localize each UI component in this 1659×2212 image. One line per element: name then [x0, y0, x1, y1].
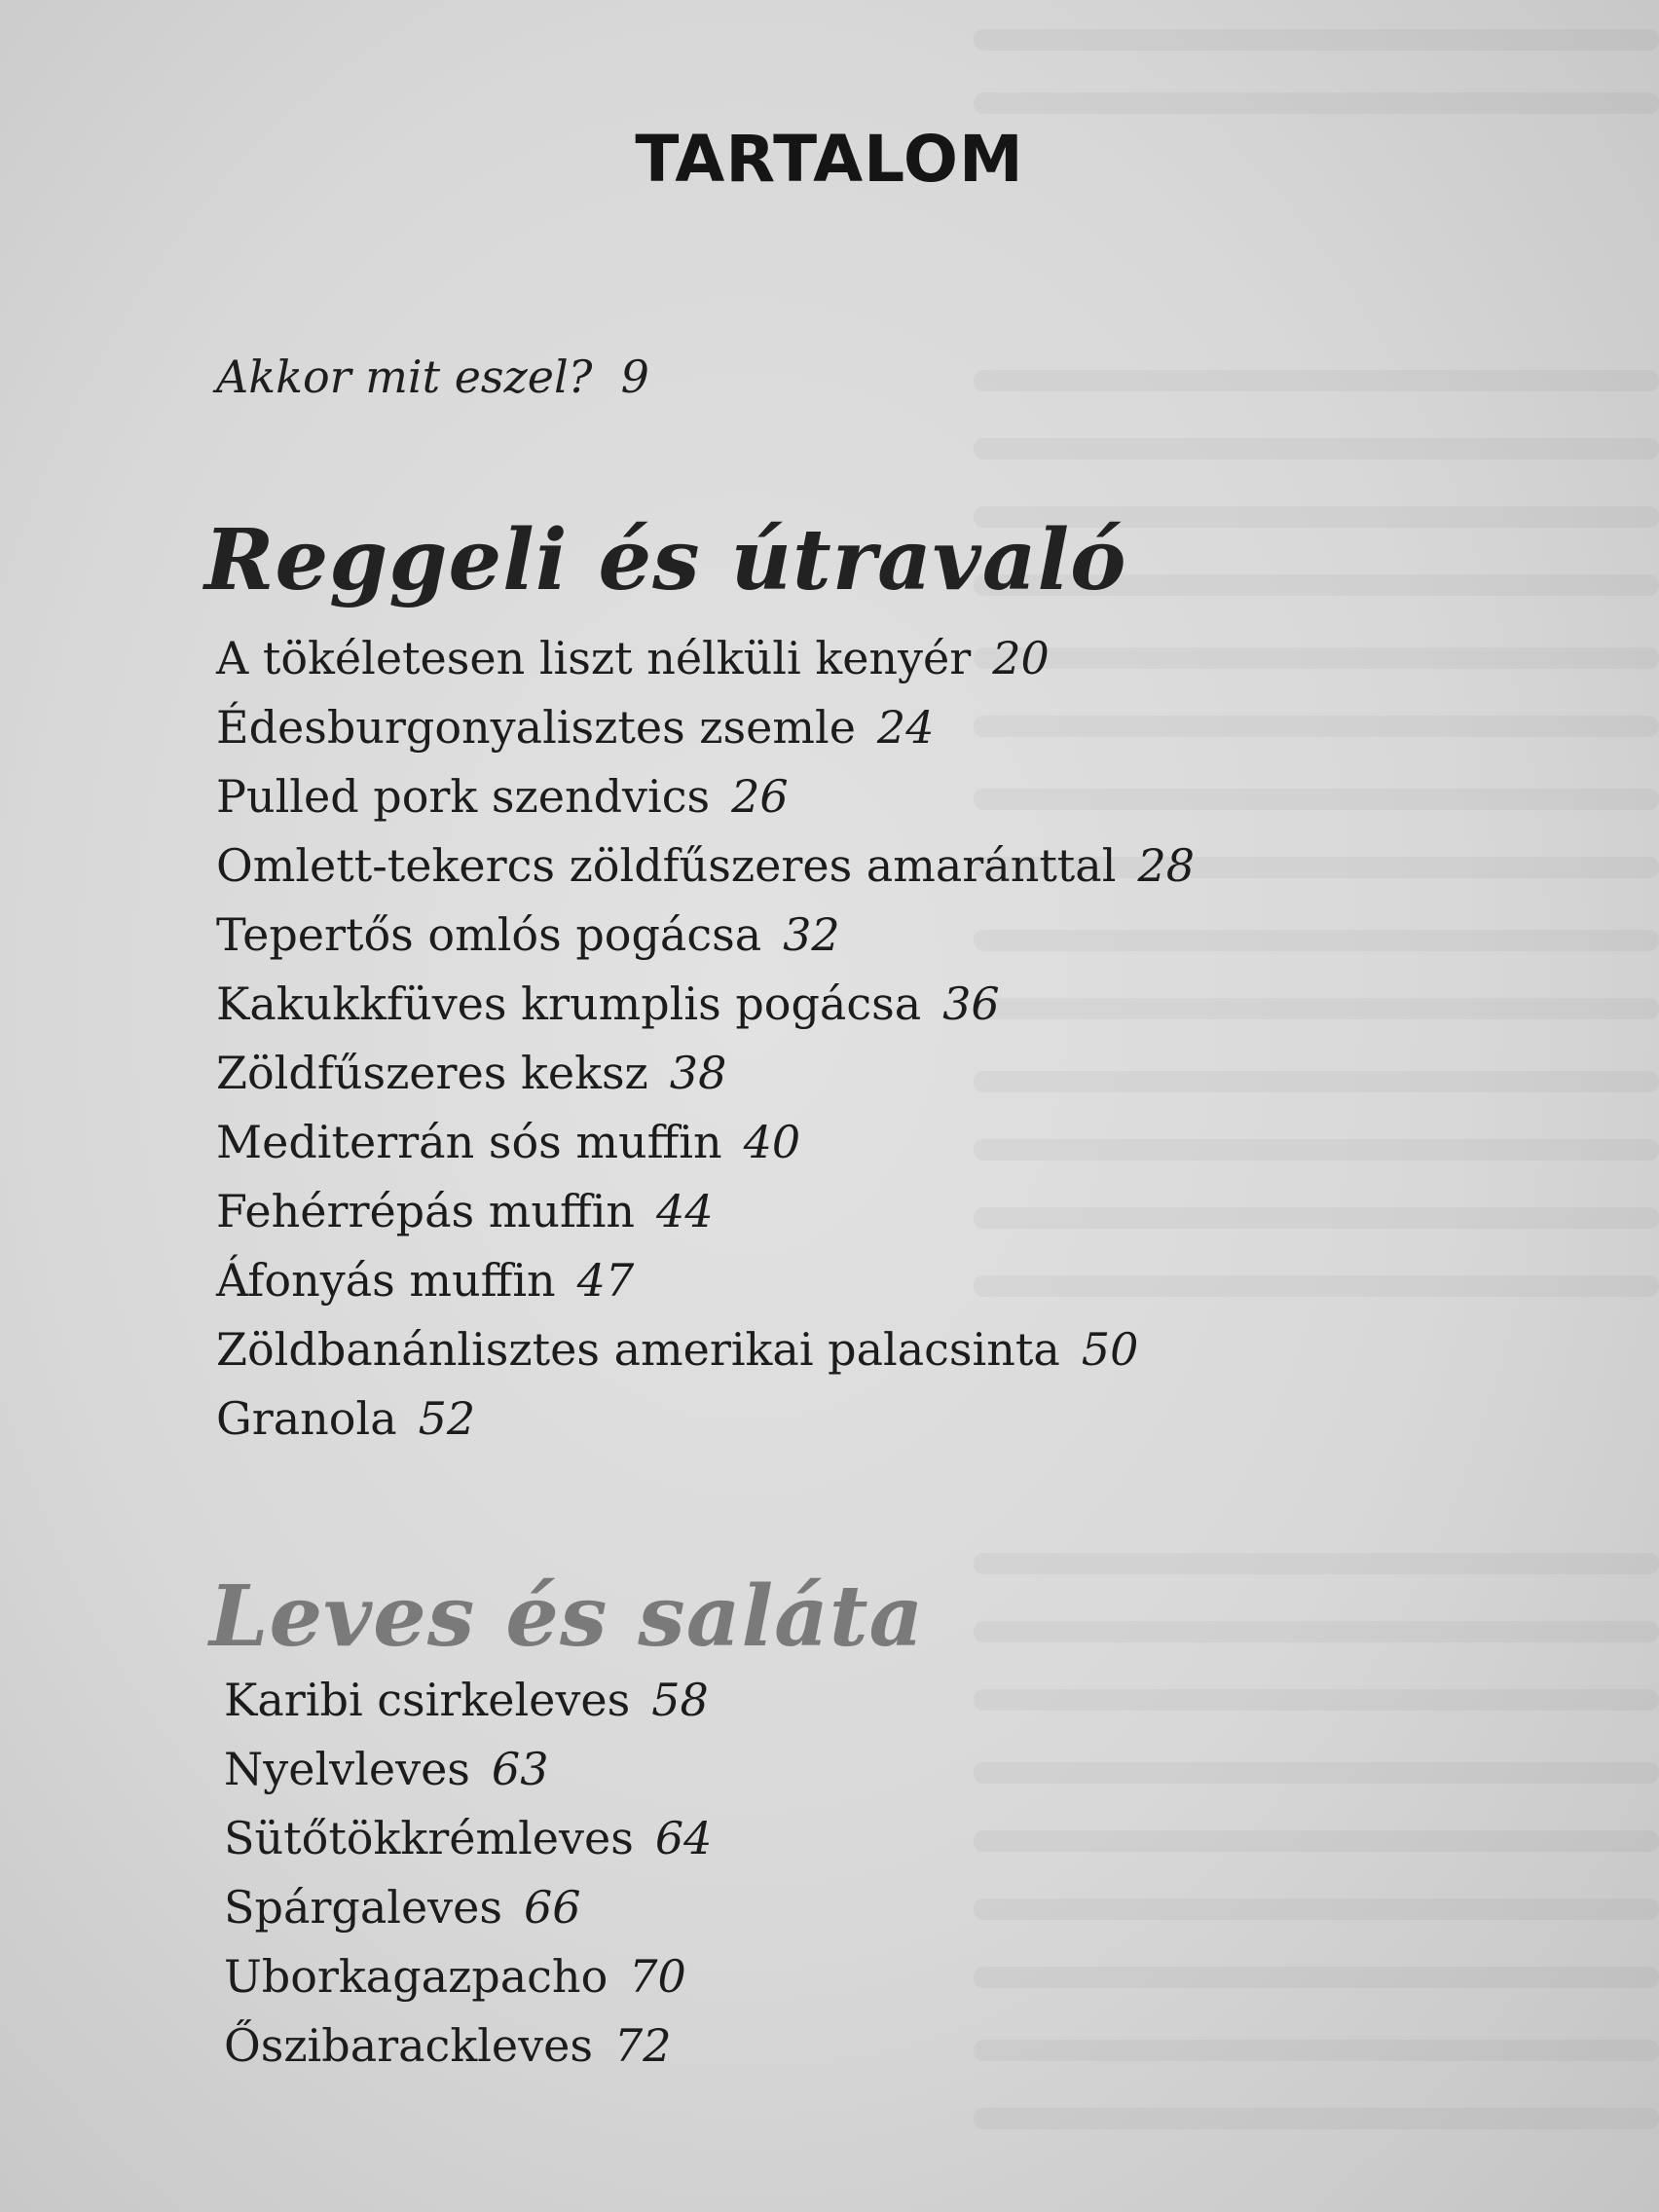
toc-entry — [216, 1253, 1195, 1322]
entry-title: Omlett-tekercs zöldfűszeres amaránttal — [216, 839, 1117, 892]
entry-page-number: 24 — [876, 701, 935, 754]
entry-page-number: 40 — [743, 1116, 801, 1168]
entry-title: Karibi csirkeleves — [224, 1674, 631, 1726]
toc-entry — [224, 1742, 712, 1811]
entry-page-number: 50 — [1081, 1323, 1139, 1376]
toc-entry — [216, 769, 1195, 838]
entry-page-number: 26 — [731, 770, 789, 823]
toc-entry — [224, 1811, 712, 1880]
entry-page-number: 58 — [651, 1674, 709, 1726]
entry-page-number: 38 — [669, 1047, 727, 1099]
entry-page-number: 72 — [613, 2019, 672, 2072]
entry-title: Uborkagazpacho — [224, 1950, 608, 2003]
entry-title: Granola — [216, 1392, 397, 1445]
entry-page-number: 20 — [992, 632, 1050, 684]
entry-title: Áfonyás muffin — [216, 1254, 556, 1307]
entry-title: Pulled pork szendvics — [216, 770, 711, 823]
entry-title: Zöldbanánlisztes amerikai palacsinta — [216, 1323, 1060, 1376]
toc-entry — [224, 1880, 712, 1949]
entry-title: Édesburgonyalisztes zsemle — [216, 701, 856, 754]
toc-entry — [216, 838, 1195, 907]
toc-entry — [216, 700, 1195, 769]
entry-page-number: 64 — [654, 1812, 713, 1864]
page-title: TARTALOM — [635, 122, 1024, 197]
toc-entry — [216, 1115, 1195, 1184]
toc-entry — [216, 907, 1195, 977]
entry-page-number: 63 — [491, 1743, 549, 1795]
entry-page-number: 44 — [656, 1185, 714, 1237]
entry-title: Zöldfűszeres keksz — [216, 1047, 648, 1099]
entry-title: Sütőtökkrémleves — [224, 1812, 634, 1864]
entry-page-number: 28 — [1137, 839, 1195, 892]
section-heading-soups: Leves és saláta — [209, 1567, 925, 1666]
toc-entry — [216, 1046, 1195, 1115]
entry-title: Őszibarackleves — [224, 2019, 593, 2072]
section-list-soups — [224, 1673, 712, 2087]
intro-label: Akkor mit eszel? — [216, 350, 593, 403]
entry-page-number: 52 — [418, 1392, 476, 1445]
toc-entry — [224, 1673, 712, 1742]
entry-title: Fehérrépás muffin — [216, 1185, 636, 1237]
entry-page-number: 66 — [524, 1881, 581, 1934]
entry-title: Mediterrán sós muffin — [216, 1116, 722, 1168]
entry-page-number: 36 — [942, 977, 1000, 1030]
entry-title: Spárgaleves — [224, 1881, 502, 1934]
section-heading-breakfast: Reggeli és útravaló — [204, 511, 1127, 609]
entry-title: Tepertős omlós pogácsa — [216, 908, 762, 961]
entry-title: A tökéletesen liszt nélküli kenyér — [216, 632, 972, 684]
entry-title: Nyelvleves — [224, 1743, 470, 1795]
toc-entry — [216, 1184, 1195, 1253]
entry-page-number: 70 — [629, 1950, 686, 2003]
toc-entry — [224, 2018, 712, 2087]
section-list-breakfast — [216, 631, 1195, 1460]
toc-entry — [216, 1322, 1195, 1391]
toc-entry — [224, 1949, 712, 2018]
entry-page-number: 47 — [576, 1254, 635, 1307]
intro-page-number: 9 — [620, 350, 649, 403]
intro-entry — [216, 350, 649, 403]
entry-title: Kakukkfüves krumplis pogácsa — [216, 977, 922, 1030]
toc-entry — [216, 977, 1195, 1046]
toc-entry — [216, 631, 1195, 700]
toc-entry — [216, 1391, 1195, 1460]
entry-page-number: 32 — [783, 908, 840, 961]
